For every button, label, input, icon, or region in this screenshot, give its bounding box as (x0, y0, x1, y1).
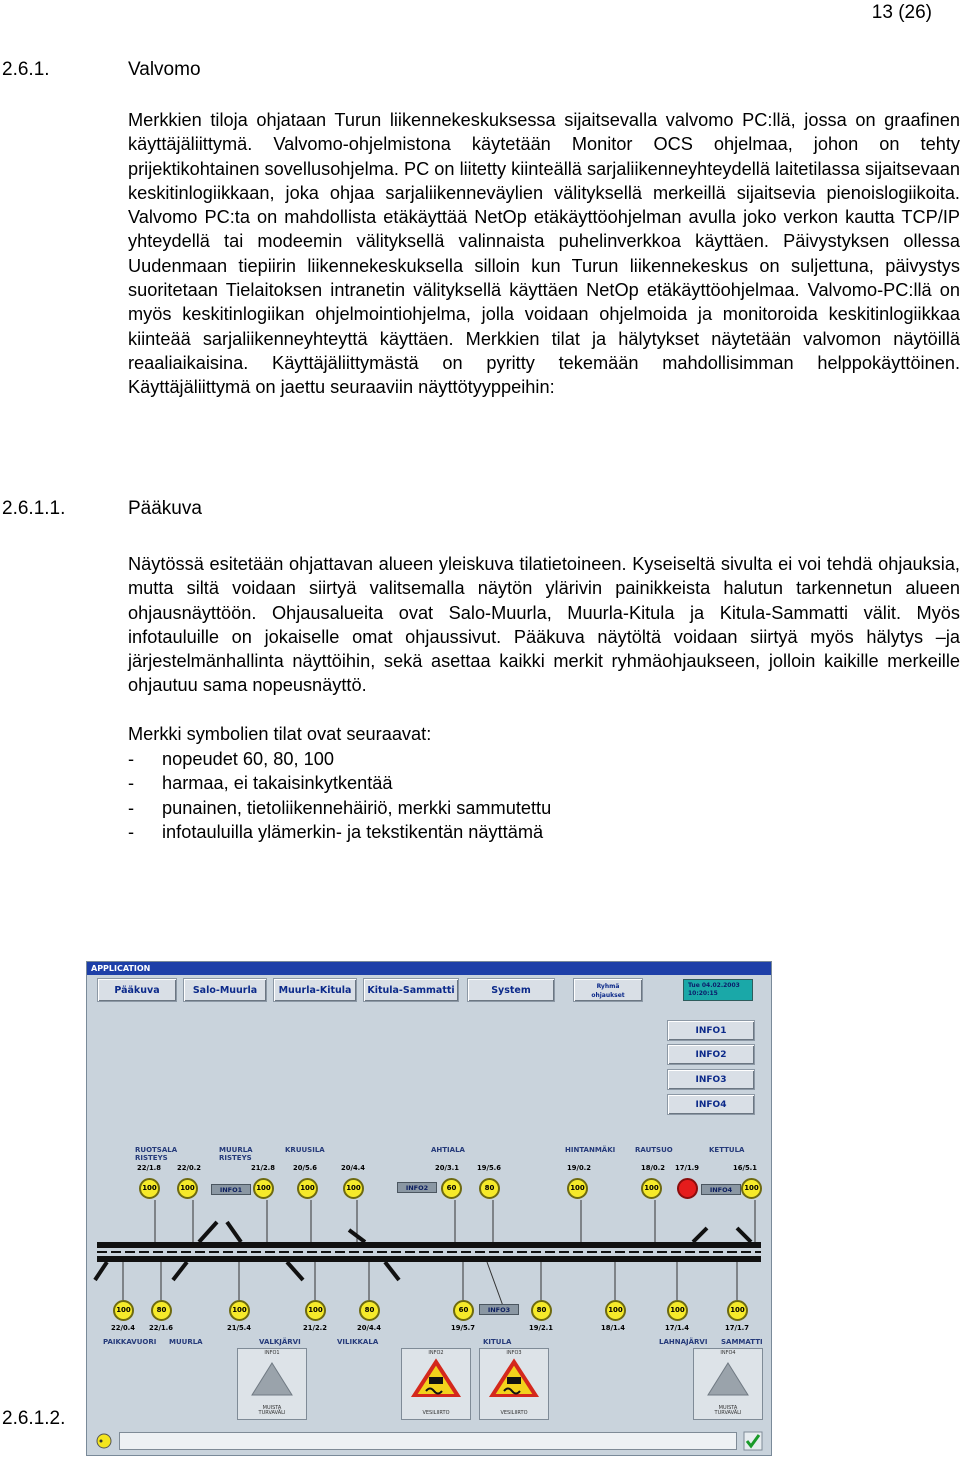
sign-location: 21/5.4 (227, 1324, 251, 1332)
subsection-number: 2.6.1.1. (2, 498, 66, 519)
speed-sign[interactable]: 80 (479, 1178, 500, 1199)
sign-location: 19/5.6 (477, 1164, 501, 1172)
speed-sign[interactable]: 100 (253, 1178, 274, 1199)
ramp (173, 1262, 187, 1280)
carriageway-north (97, 1242, 761, 1248)
speed-sign[interactable]: 80 (151, 1300, 172, 1321)
grey-warning-triangle-icon (238, 1357, 306, 1397)
panel-label: MUISTA TURVAVÄLI (714, 1405, 742, 1416)
speed-sign[interactable]: 100 (605, 1300, 626, 1321)
place-label: AHTIALA (431, 1146, 465, 1154)
nav-kitula-sammatti-button[interactable]: Kitula-Sammatti (363, 978, 459, 1002)
sign-location: 22/1.6 (149, 1324, 173, 1332)
group-control-button[interactable]: Ryhmä ohjaukset (573, 978, 643, 1002)
list-item: - infotauluilla ylämerkin- ja tekstikentän näyttämä (128, 821, 544, 842)
place-label: PAIKKAVUORI (103, 1338, 157, 1346)
speed-sign[interactable]: 100 (297, 1178, 318, 1199)
info3-panel[interactable] (479, 1348, 549, 1420)
grey-warning-triangle-icon (694, 1357, 762, 1397)
list-item: - nopeudet 60, 80, 100 (128, 749, 334, 769)
speed-sign[interactable]: 100 (343, 1178, 364, 1199)
speed-sign[interactable]: 100 (667, 1300, 688, 1321)
info1-panel[interactable] (237, 1348, 307, 1420)
ramp (737, 1228, 751, 1242)
sign-location: 22/1.8 (137, 1164, 161, 1172)
info1-button[interactable]: INFO1 (667, 1020, 755, 1041)
list-item: - punainen, tietoliikennehäiriö, merkki sammutettu (128, 797, 552, 818)
place-label: KRUUSILA (285, 1146, 325, 1154)
valvomo-screenshot (86, 961, 772, 1456)
ramp (693, 1228, 707, 1242)
panel-label: VESILIIRTO (500, 1410, 528, 1416)
place-label: RAUTSUO (635, 1146, 673, 1154)
speed-sign[interactable]: 100 (305, 1300, 326, 1321)
checkmark-icon[interactable] (743, 1431, 763, 1451)
panel-title: INFO4 (720, 1350, 736, 1356)
sign-location: 20/4.4 (357, 1324, 381, 1332)
place-label: VALKJÄRVI (259, 1338, 301, 1346)
speed-sign[interactable]: 100 (113, 1300, 134, 1321)
info-sign-tag[interactable]: INFO1 (211, 1184, 251, 1195)
panel-title: INFO3 (506, 1350, 522, 1356)
ramp (199, 1222, 217, 1242)
sign-connector (487, 1262, 503, 1306)
subsection-title: Pääkuva (128, 498, 202, 519)
nav-paakuva-button[interactable]: Pääkuva (97, 978, 177, 1002)
intro-paragraph: Merkkien tiloja ohjataan Turun liikennekeskuksessa sijaitsevalla valvomo PC:llä, jossa on graafinen käyttäjäliittymä. Valvomo-ohjelmistona käytetään Monitor OCS ohjelmaa, johon on tehty prijektikohtainen sovellusohjelma. PC on liitetty kiinteällä sarjaliikenneyhteydellä laitetilassa sijaitsevaan keskitinlogiikkaan, joka ohjaa sarjaliikenneväylien välityksellä merkeillä sijaitsevia pienoislogiikoita. Valvomo PC:ta on mahdollista etäkäyttää NetOp etäkäyttöohjelman avulla joko verkon kautta TCP/IP yhteydellä tai modeemin välityksellä valinnaista puhelinverkkoa käyttäen. Päivystyksen ollessa Uudenmaan tiepiirin liikennekeskuksella silloin kun Turun liikennekeskus on suljettuna, päivystys suoritetaan Tielaitoksen intranetin välityksellä käyttäen NetOp etäkäyttöohjelmaa. Valvomo-PC:llä on myös keskitinlogiikan ohjelmointiohjelma, jolla voidaan ohjelmoida ja monitoroida keskitinlogiikkaa kiinteää sarjaliikenneyhteyttä käyttäen. Merkkien tilat ja hälytykset näytetään valvomon näytöillä reaaliaikaisina. Käyttäjäliittymästä on pyritty tekemään mahdollisimman helppokäyttöinen. Käyttäjäliittymä on jaettu seuraaviin näyttötyyppeihin: (128, 110, 960, 398)
sign-location: 22/0.4 (111, 1324, 135, 1332)
sign-location: 17/1.7 (725, 1324, 749, 1332)
panel-label: VESILIIRTO (422, 1410, 450, 1416)
info-sign-tag[interactable]: INFO2 (397, 1182, 437, 1193)
speed-sign[interactable]: 100 (567, 1178, 588, 1199)
place-label: MUURLA RISTEYS (219, 1146, 253, 1162)
speed-sign-alarm[interactable] (677, 1178, 698, 1199)
ramp (385, 1262, 399, 1280)
nav-system-button[interactable]: System (467, 978, 555, 1002)
speed-sign[interactable]: 100 (177, 1178, 198, 1199)
symbols-intro: Merkki symbolien tilat ovat seuraavat: (128, 724, 432, 744)
sign-location: 17/1.4 (665, 1324, 689, 1332)
sign-location: 21/2.8 (251, 1164, 275, 1172)
sign-location: 20/5.6 (293, 1164, 317, 1172)
place-label: VILIKKALA (337, 1338, 379, 1346)
nav-salo-muurla-button[interactable]: Salo-Muurla (183, 978, 267, 1002)
list-item: - harmaa, ei takaisinkytkentää (128, 773, 393, 794)
nav-muurla-kitula-button[interactable]: Muurla-Kitula (273, 978, 357, 1002)
sign-location: 19/5.7 (451, 1324, 475, 1332)
info3-button[interactable]: INFO3 (667, 1069, 755, 1090)
place-label: HINTANMÄKI (565, 1146, 616, 1154)
speed-sign[interactable]: 100 (727, 1300, 748, 1321)
sign-location: 19/0.2 (567, 1164, 591, 1172)
section-number: 2.6.1. (2, 59, 50, 80)
place-label: SAMMATTI (721, 1338, 763, 1346)
panel-label: MUISTA TURVAVÄLI (258, 1405, 286, 1416)
status-field (119, 1432, 737, 1450)
sign-location: 20/4.4 (341, 1164, 365, 1172)
clock-display: Tue 04.02.2003 10:20:15 (683, 979, 753, 1001)
page-number: 13 (26) (871, 2, 932, 23)
speed-sign[interactable]: 100 (229, 1300, 250, 1321)
speed-sign[interactable]: 60 (453, 1300, 474, 1321)
info2-button[interactable]: INFO2 (667, 1044, 755, 1065)
sign-location: 19/2.1 (529, 1324, 553, 1332)
speed-sign[interactable]: 60 (441, 1178, 462, 1199)
symbols-list (128, 747, 551, 844)
speed-sign[interactable]: 100 (741, 1178, 762, 1199)
place-label: MUURLA (169, 1338, 203, 1346)
app-titlebar: APPLICATION (87, 962, 771, 975)
subsection-heading (2, 498, 202, 520)
carriageway-south (97, 1256, 761, 1262)
sign-location: 18/1.4 (601, 1324, 625, 1332)
place-label: LAHNAJÄRVI (659, 1338, 708, 1346)
sign-location: 20/3.1 (435, 1164, 459, 1172)
sign-location: 21/2.2 (303, 1324, 327, 1332)
place-label: KITULA (483, 1338, 512, 1346)
slippery-road-warning-icon (480, 1357, 548, 1397)
speed-sign[interactable]: 100 (139, 1178, 160, 1199)
info4-button[interactable]: INFO4 (667, 1094, 755, 1115)
sign-location: 17/1.9 (675, 1164, 699, 1172)
subsection2-number: 2.6.1.2. (2, 1408, 66, 1429)
ramp (95, 1262, 107, 1280)
place-label: KETTULA (709, 1146, 745, 1154)
ramp (227, 1222, 241, 1242)
info-sign-tag[interactable]: INFO3 (479, 1304, 519, 1315)
panel-title: INFO1 (264, 1350, 280, 1356)
info2-panel[interactable] (401, 1348, 471, 1420)
sign-location: 18/0.2 (641, 1164, 665, 1172)
sign-location: 22/0.2 (177, 1164, 201, 1172)
info-sign-tag[interactable]: INFO4 (701, 1184, 741, 1195)
info4-panel[interactable] (693, 1348, 763, 1420)
speed-sign[interactable]: 80 (359, 1300, 380, 1321)
ramp (287, 1262, 303, 1280)
slippery-road-warning-icon (402, 1357, 470, 1397)
speed-sign[interactable]: 80 (531, 1300, 552, 1321)
paakuva-paragraph: Näytössä esitetään ohjattavan alueen yleiskuva tilatietoineen. Kyseiseltä sivulta ei voi tehdä ohjauksia, mutta siltä voidaan siirtyä valitsemalla näytön ylärivin painikkeista halutun tarkennetun alueen ohjausnäyttöön. Ohjausalueita ovat Salo-Muurla, Muurla-Kitula ja Kitula-Sammatti välit. Myös infotauluille on jokaiselle omat ohjaussivut. Pääkuva näytöltä voidaan siirtyä myös hälytys –ja järjestelmänhallinta näyttöihin, sekä asettaa kaikki merkit ryhmäohjaukseen, jolloin kaikille merkeille ohjautuu sama nopeusnäyttö. (128, 554, 960, 696)
road-schematic (87, 1200, 771, 1310)
section-heading (2, 59, 201, 81)
alarm-indicator-icon[interactable] (95, 1432, 113, 1450)
speed-sign[interactable]: 100 (641, 1178, 662, 1199)
section-title: Valvomo (128, 59, 201, 80)
panel-title: INFO2 (428, 1350, 444, 1356)
sign-location: 16/5.1 (733, 1164, 757, 1172)
place-label: RUOTSALA RISTEYS (135, 1146, 178, 1162)
